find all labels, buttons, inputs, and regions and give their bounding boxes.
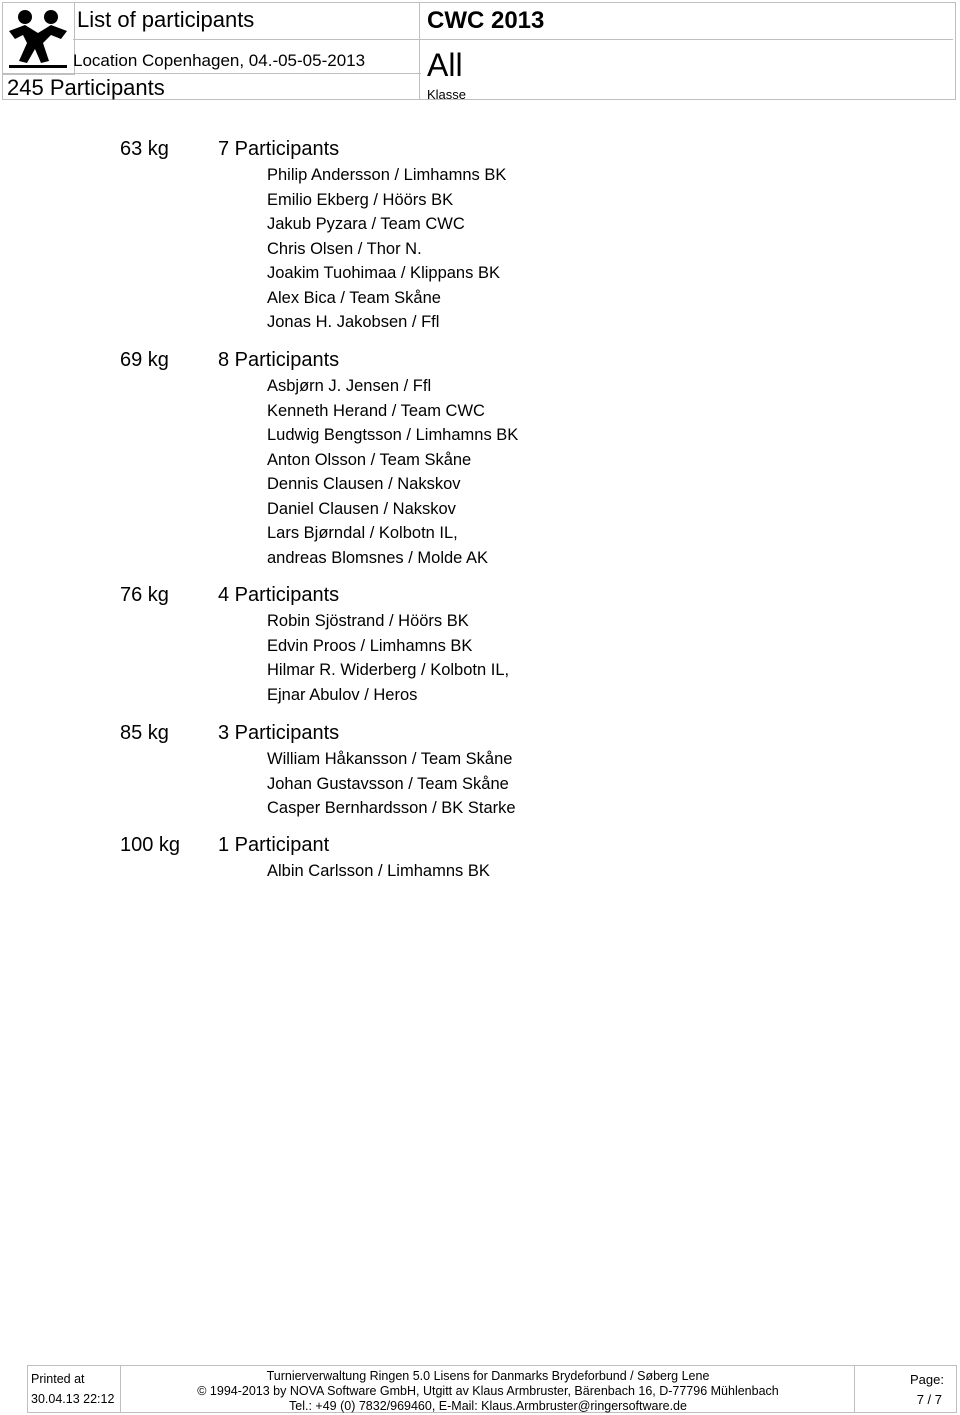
weight-class: 63 kg	[120, 138, 169, 160]
document-header	[2, 2, 956, 100]
participant-list	[267, 747, 516, 821]
participant-entry: Casper Bernhardsson / BK Starke	[267, 799, 516, 817]
participant-entry: Chris Olsen / Thor N.	[267, 239, 422, 258]
participant-list	[267, 163, 506, 335]
participant-entry: Hilmar R. Widerberg / Kolbotn IL,	[267, 661, 510, 679]
participant-entry: Anton Olsson / Team Skåne	[267, 450, 472, 469]
participant-entry: Philip Andersson / Limhamns BK	[267, 166, 507, 184]
group-count: 3 Participants	[218, 722, 340, 744]
weight-class: 76 kg	[120, 584, 169, 606]
copyright-line: © 1994-2013 by NOVA Software GmbH, Utgitt av Klaus Armbruster, Bärenbach 16, D-77796 Mühlenbach	[197, 1384, 779, 1398]
page-label: Page:	[910, 1372, 944, 1387]
location-text: Location Copenhagen, 04.-05-05-2013	[73, 51, 366, 70]
participant-list	[267, 374, 518, 570]
event-name: CWC 2013	[427, 7, 545, 34]
participant-entry: Johan Gustavsson / Team Skåne	[267, 774, 509, 793]
participant-entry: Albin Carlsson / Limhamns BK	[267, 862, 490, 880]
group-count: 7 Participants	[218, 138, 340, 160]
participants-total: 245 Participants	[7, 75, 165, 100]
software-line: Turnierverwaltung Ringen 5.0 Lisens for Danmarks Brydeforbund / Søberg Lene	[266, 1369, 710, 1383]
participant-list	[267, 609, 509, 707]
participant-list	[267, 859, 490, 884]
participant-entry: Dennis Clausen / Nakskov	[267, 475, 461, 493]
participant-entry: Asbjørn J. Jensen / Ffl	[267, 377, 432, 395]
contact-line: Tel.: +49 (0) 7832/969460, E-Mail: Klaus.Armbruster@ringersoftware.de	[289, 1399, 687, 1413]
printed-label: Printed at	[31, 1372, 85, 1386]
participant-entry: Daniel Clausen / Nakskov	[267, 499, 456, 518]
class-value: All	[427, 47, 463, 83]
class-label: Klasse	[427, 87, 467, 102]
document-footer	[27, 1365, 957, 1413]
participant-entry: Kenneth Herand / Team CWC	[267, 401, 485, 420]
weight-class: 100 kg	[120, 834, 181, 856]
participant-entry: Lars Bjørndal / Kolbotn IL,	[267, 524, 458, 542]
participant-entry: Joakim Tuohimaa / Klippans BK	[267, 264, 500, 282]
page-number: 7 / 7	[916, 1392, 942, 1407]
participant-entry: William Håkansson / Team Skåne	[267, 750, 513, 768]
group-count: 1 Participant	[218, 834, 330, 856]
group-count: 4 Participants	[218, 584, 340, 606]
printed-date: 30.04.13 22:12	[31, 1392, 115, 1406]
weight-class: 85 kg	[120, 722, 169, 744]
participant-entry: Robin Sjöstrand / Höörs BK	[267, 612, 469, 630]
page-title: List of participants	[77, 7, 255, 32]
participant-entry: Ludwig Bengtsson / Limhamns BK	[267, 426, 519, 444]
wrestling-logo-icon	[3, 3, 75, 75]
participant-entry: Jonas H. Jakobsen / Ffl	[267, 313, 440, 331]
participant-entry: Emilio Ekberg / Höörs BK	[267, 190, 454, 209]
participant-entry: Edvin Proos / Limhamns BK	[267, 636, 473, 655]
participant-entry: Alex Bica / Team Skåne	[267, 288, 441, 307]
group-count: 8 Participants	[218, 349, 340, 371]
weight-class: 69 kg	[120, 349, 169, 371]
participant-entry: Ejnar Abulov / Heros	[267, 685, 418, 704]
participant-entry: Jakub Pyzara / Team CWC	[267, 215, 465, 233]
participant-entry: andreas Blomsnes / Molde AK	[267, 548, 489, 567]
